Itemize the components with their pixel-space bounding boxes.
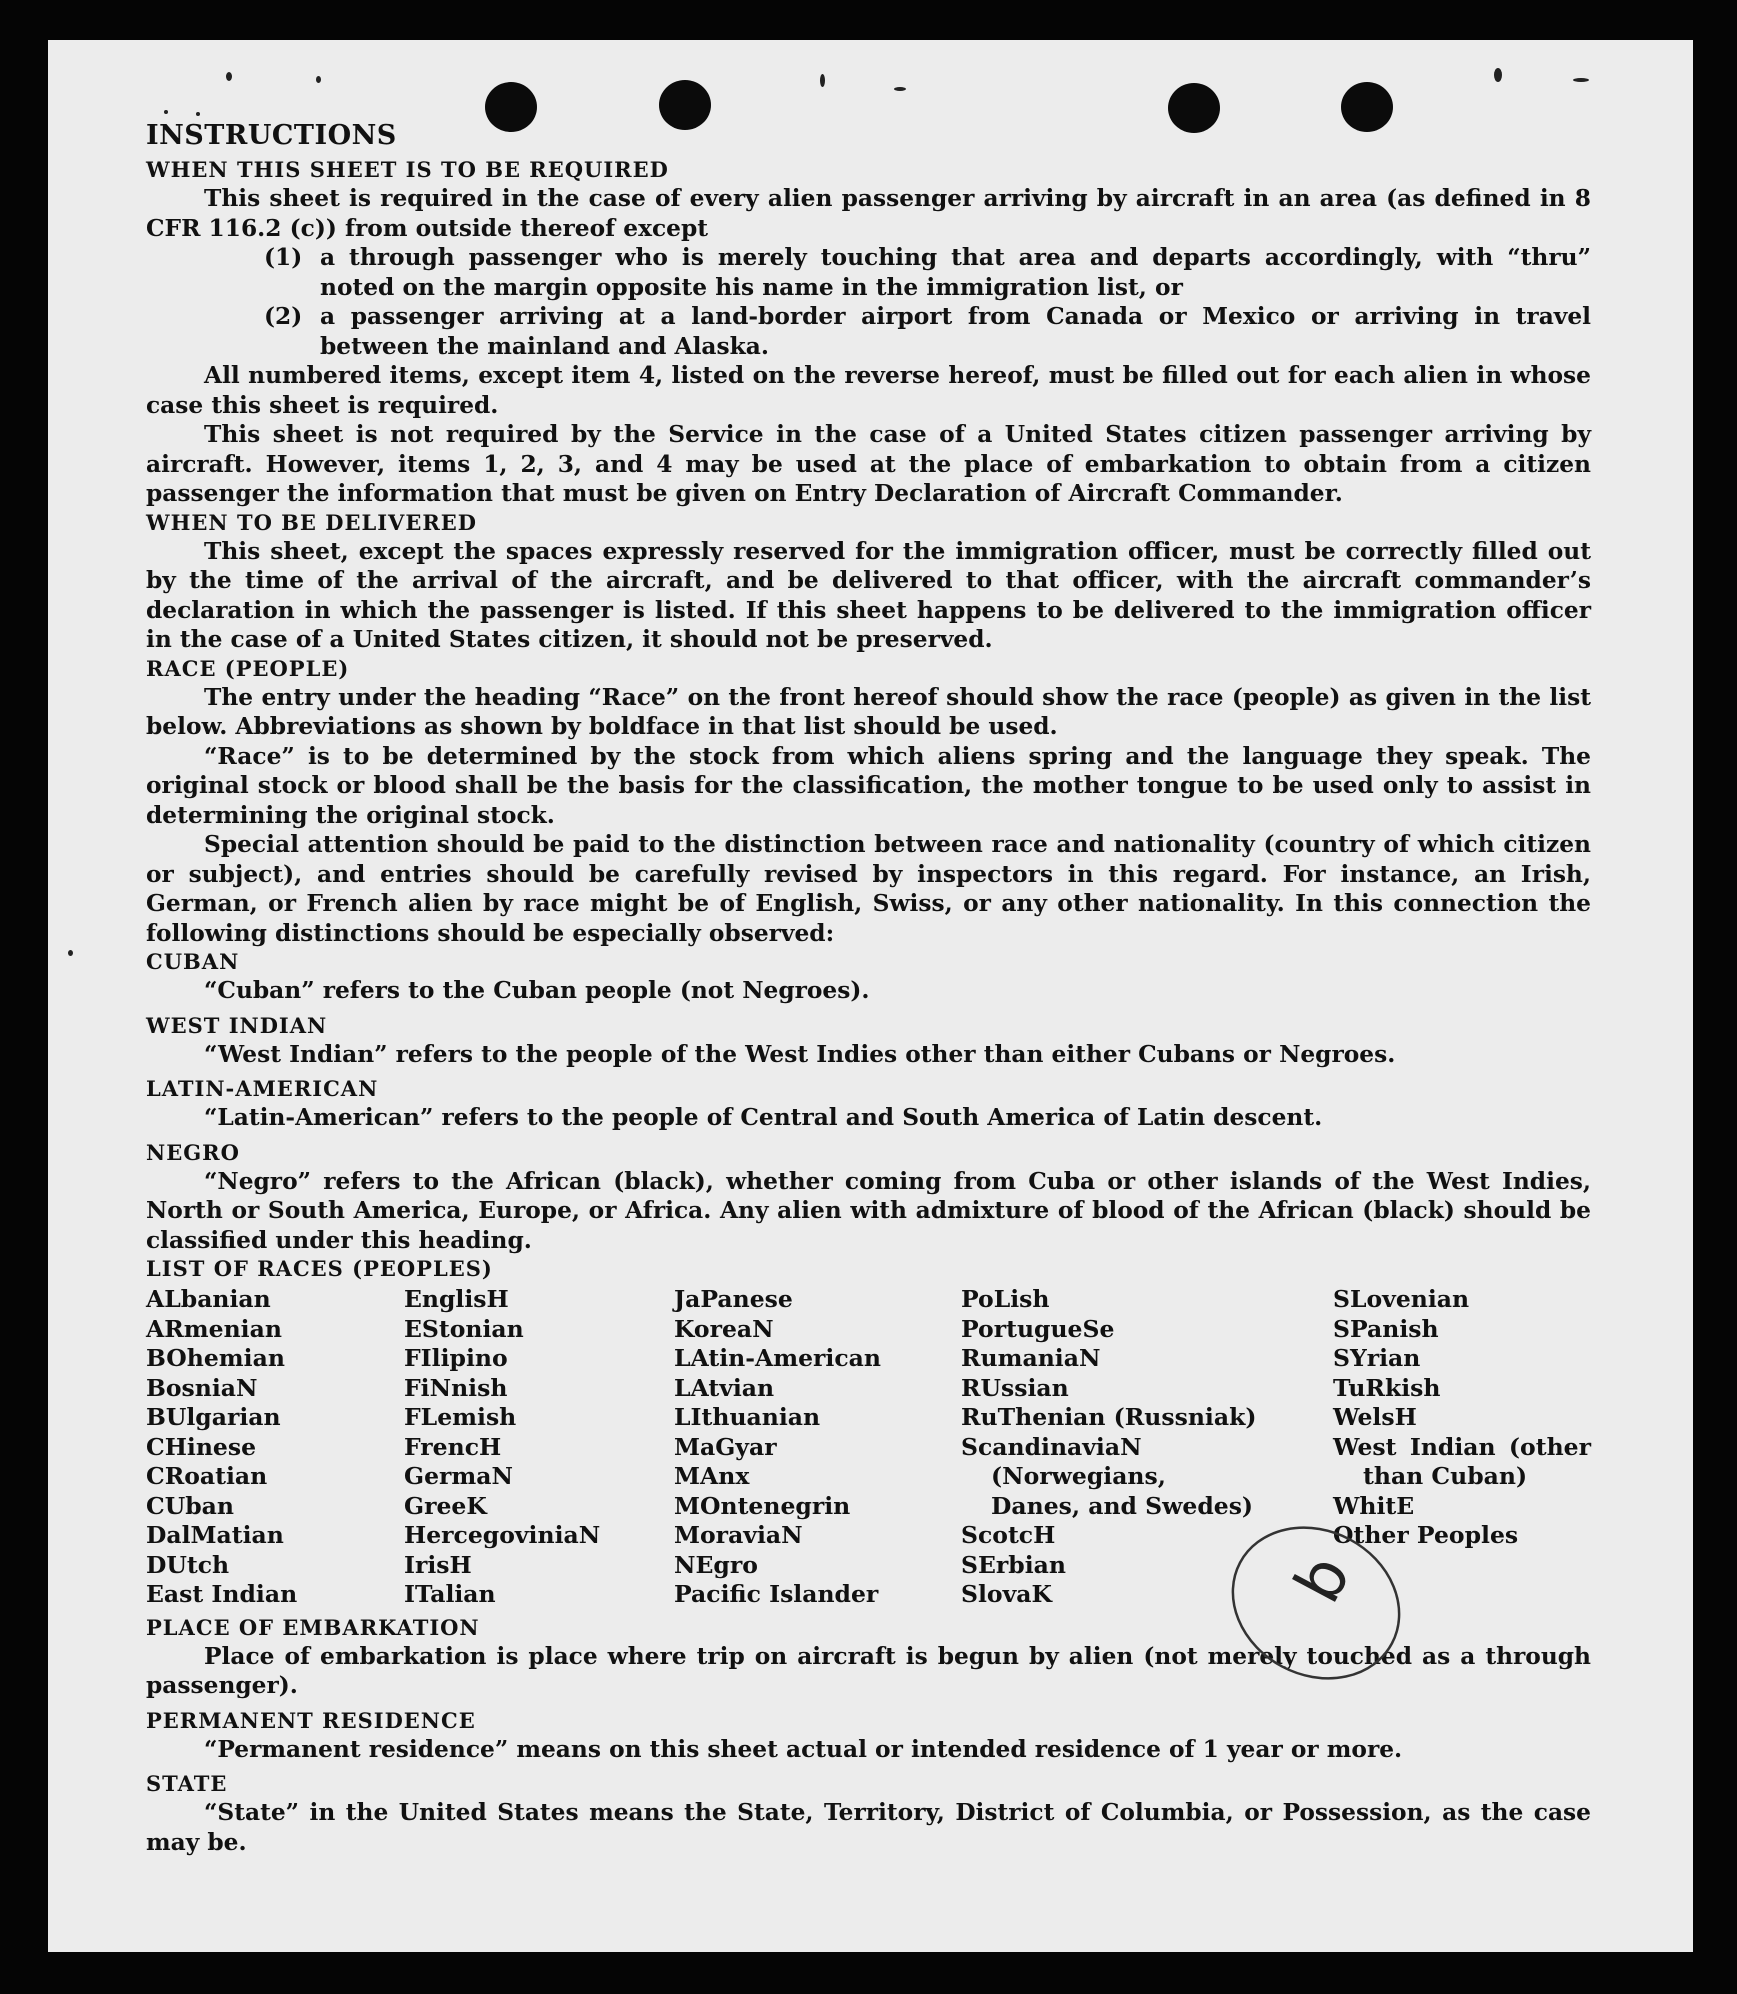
heading-list-of-races: LIST OF RACES (PEOPLES): [146, 1256, 493, 1281]
paragraph: “State” in the United States means the State, Territory, District of Columbia, or Possession, as the case may be.: [146, 1799, 1591, 1856]
race-entry: BosniaN: [146, 1373, 258, 1402]
race-column-2: [404, 1285, 674, 1610]
paragraph: “Negro” refers to the African (black), whether coming from Cuba or other islands of the West Indies, North or South America, Europe, or Africa. Any alien with admixture of blood of the African (black) should be classified under this heading.: [146, 1167, 1591, 1254]
race-entry: MoraviaN: [674, 1521, 803, 1549]
race-entry: EnglisH: [404, 1285, 509, 1313]
race-entry: West Indian (other than Cuban): [1333, 1432, 1591, 1490]
race-entry: ITalian: [404, 1580, 496, 1608]
race-entry: East Indian: [146, 1580, 298, 1608]
race-entry: MOntenegrin: [674, 1491, 851, 1520]
race-entry: LAtvian: [674, 1373, 775, 1402]
race-entry: LAtin-American: [674, 1344, 881, 1372]
heading-west-indian: WEST INDIAN: [146, 1012, 328, 1038]
race-entry: DUtch: [146, 1550, 230, 1579]
speck: [164, 110, 168, 114]
race-entry: Pacific Islander: [674, 1580, 879, 1608]
race-entry: TuRkish: [1333, 1373, 1441, 1402]
heading-cuban: CUBAN: [146, 949, 240, 974]
heading-negro: NEGRO: [146, 1139, 240, 1165]
race-entry: Other Peoples: [1333, 1521, 1519, 1549]
heading-state: STATE: [146, 1771, 228, 1796]
race-entry: FiNnish: [404, 1373, 508, 1402]
race-entry: ScandinaviaN (Norwegians, Danes, and Swedes): [961, 1432, 1254, 1520]
race-entry: SLovenian: [1333, 1285, 1470, 1313]
handwritten-letter: b: [1281, 1543, 1366, 1615]
race-entry: FIlipino: [404, 1344, 508, 1372]
race-entry: BOhemian: [146, 1344, 285, 1372]
race-column-3: [674, 1285, 961, 1610]
item-text: a passenger arriving at a land-border airport from Canada or Mexico or arriving in travel between the mainland and Alaska.: [320, 303, 1591, 360]
race-entry: WhitE: [1333, 1491, 1415, 1520]
paragraph: “Cuban” refers to the Cuban people (not Negroes).: [204, 977, 870, 1004]
race-entry: SPanish: [1333, 1314, 1439, 1343]
race-entry: EStonian: [404, 1314, 524, 1343]
speck: [316, 76, 321, 83]
paragraph: “West Indian” refers to the people of the West Indies other than either Cubans or Negroes.: [204, 1040, 1396, 1068]
heading-when-required: WHEN THIS SHEET IS TO BE REQUIRED: [146, 157, 669, 182]
race-entry: HercegoviniaN: [404, 1521, 601, 1549]
heading-embarkation: PLACE OF EMBARKATION: [146, 1614, 480, 1640]
list-item: [264, 243, 1591, 302]
race-entry: FLemish: [404, 1403, 517, 1431]
race-entry: FrencH: [404, 1432, 502, 1461]
race-entry: BUlgarian: [146, 1403, 281, 1431]
heading-latin-american: LATIN-AMERICAN: [146, 1076, 379, 1101]
paragraph: All numbered items, except item 4, listed on the reverse hereof, must be filled out for each alien in whose case this sheet is required.: [146, 362, 1591, 419]
race-entry: NEgro: [674, 1550, 758, 1579]
paragraph: “Race” is to be determined by the stock from which aliens spring and the language they speak. The original stock or blood shall be the basis for the classification, the mother tongue to be used only to assist in determining the original stock.: [146, 742, 1591, 829]
race-entry: KoreaN: [674, 1314, 774, 1343]
heading-permanent-residence: PERMANENT RESIDENCE: [146, 1707, 476, 1733]
race-entry: PortugueSe: [961, 1314, 1115, 1343]
race-entry: IrisH: [404, 1550, 472, 1579]
paragraph: “Latin-American” refers to the people of Central and South America of Latin descent.: [204, 1104, 1323, 1131]
race-entry: LIthuanian: [674, 1403, 821, 1431]
race-entry: CHinese: [146, 1432, 257, 1461]
paragraph: Place of embarkation is place where trip on aircraft is begun by alien (not merely touched as a through passenger).: [146, 1642, 1591, 1699]
paragraph: This sheet is not required by the Service in the case of a United States citizen passenger arriving by aircraft. However, items 1, 2, 3, and 4 may be used at the place of embarkation to obtain from a citizen passenger the information that must be given on Entry Declaration of Aircraft Commander.: [146, 421, 1591, 507]
heading-race: RACE (PEOPLE): [146, 655, 350, 681]
race-entry: DalMatian: [146, 1521, 284, 1549]
race-entry: CRoatian: [146, 1462, 268, 1490]
page-title: INSTRUCTIONS: [146, 120, 397, 151]
race-entry: PoLish: [961, 1285, 1050, 1313]
heading-when-delivered: WHEN TO BE DELIVERED: [146, 509, 478, 535]
race-entry: ScotcH: [961, 1521, 1056, 1549]
speck: [68, 950, 73, 956]
race-column-4: [961, 1285, 1256, 1610]
paragraph: This sheet, except the spaces expressly reserved for the immigration officer, must be correctly filled out by the time of the arrival of the aircraft, and be delivered to that officer, with the aircraft commander’s declaration in which the passenger is listed. If this sheet happens to be delivered to the immigration officer in the case of a United States citizen, it should not be preserved.: [146, 537, 1591, 653]
speck: [894, 87, 906, 91]
race-entry: WelsH: [1333, 1403, 1417, 1431]
paragraph: The entry under the heading “Race” on the front hereof should show the race (people) as given in the list below. Abbreviations as shown by boldface in that list should be used.: [146, 683, 1591, 740]
race-entry: GermaN: [404, 1462, 513, 1490]
race-entry: SlovaK: [961, 1580, 1052, 1608]
paragraph: This sheet is required in the case of every alien passenger arriving by aircraft in an area (as defined in 8 CFR 116.2 (c)) from outside thereof except: [146, 185, 1591, 242]
exception-list: [264, 243, 1591, 361]
race-entry: ALbanian: [146, 1285, 271, 1313]
race-column-1: [146, 1285, 404, 1610]
race-entry: SErbian: [961, 1550, 1066, 1579]
handwritten-circle-mark: [1224, 1515, 1414, 1695]
speck: [1494, 68, 1502, 82]
race-entry: GreeK: [404, 1491, 487, 1520]
race-entry: RUssian: [961, 1373, 1069, 1402]
paragraph: “Permanent residence” means on this sheet actual or intended residence of 1 year or more.: [204, 1735, 1403, 1763]
item-number: (2): [264, 303, 303, 330]
item-number: (1): [264, 244, 303, 271]
speck: [226, 72, 232, 81]
document-page: [48, 40, 1693, 1952]
paragraph: Special attention should be paid to the distinction between race and nationality (country of which citizen or subject), and entries should be carefully revised by inspectors in this regard. For instance, an Irish, German, or French alien by race might be of English, Swiss, or any other nationality. In this connection the following distinctions should be especially observed:: [146, 831, 1591, 947]
race-entry: RumaniaN: [961, 1344, 1101, 1372]
race-entry: SYrian: [1333, 1344, 1421, 1372]
race-entry: RuThenian (Russniak): [961, 1403, 1257, 1431]
race-entry: JaPanese: [674, 1285, 793, 1313]
race-entry: MaGyar: [674, 1432, 777, 1461]
speck: [820, 74, 825, 87]
list-item: [264, 302, 1591, 361]
speck: [1573, 78, 1589, 82]
item-text: a through passenger who is merely touching that area and departs accordingly, with “thru” noted on the margin opposite his name in the immigration list, or: [320, 244, 1591, 301]
race-entry: MAnx: [674, 1462, 750, 1490]
race-entry: CUban: [146, 1491, 234, 1520]
race-entry: ARmenian: [146, 1314, 282, 1343]
